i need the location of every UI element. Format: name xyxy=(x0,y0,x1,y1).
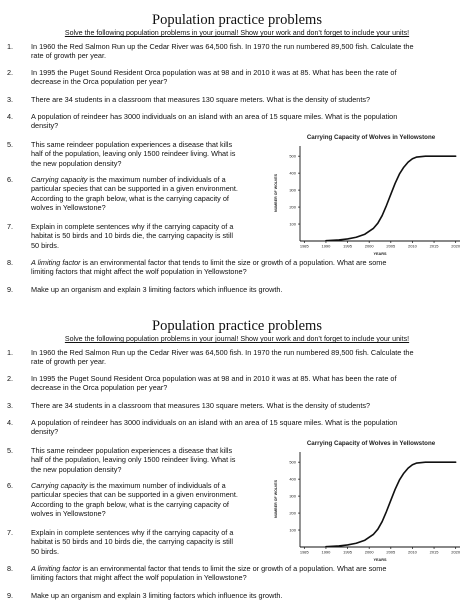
x-tick-label: 2015 xyxy=(429,243,439,249)
chart-title: Carrying Capacity of Wolves in Yellowstone xyxy=(306,134,436,141)
question-text: Explain in complete sentences why if the carrying capacity of a xyxy=(31,528,234,537)
question-text: is an environmental factor that tends to limit the size or growth of a population. What are some xyxy=(80,258,387,267)
question-6 xyxy=(7,481,238,518)
question-text: 50 birds. xyxy=(31,546,59,556)
x-tick-label: 2010 xyxy=(407,549,417,555)
question-text: rate of growth per year. xyxy=(31,357,107,367)
question-text: In 1960 the Red Salmon Run up the Cedar River was 64,500 fish. In 1970 the run numbered 89,500 fish. Calculate the xyxy=(31,348,414,357)
series-line xyxy=(326,156,456,240)
y-axis-label: NUMBER OF WOLVES xyxy=(274,173,278,213)
question-text: decrease in the Orca population per year? xyxy=(31,77,168,87)
question-text: half of the population, leaving only 1500 reindeer living. What is xyxy=(31,149,236,159)
x-tick-label: 2020 xyxy=(451,243,461,249)
page-title: Population practice problems xyxy=(152,318,322,334)
question-7 xyxy=(7,528,234,556)
series-line xyxy=(326,462,456,546)
page-title: Population practice problems xyxy=(152,12,322,28)
question-number: 7. xyxy=(7,222,14,231)
x-tick-label: 2015 xyxy=(429,549,439,555)
question-text: particular species that can be supported in a given environment. xyxy=(31,490,238,500)
question-number: 8. xyxy=(7,564,14,573)
x-tick-label: 1985 xyxy=(299,243,309,249)
term-italic: A limiting factor xyxy=(31,258,81,267)
question-number: 1. xyxy=(7,42,14,51)
question-number: 3. xyxy=(7,401,14,410)
chart-title: Carrying Capacity of Wolves in Yellowstone xyxy=(306,440,436,447)
x-tick-label: 1995 xyxy=(343,243,353,249)
instructions: Solve the following population problems in your journal! Show your work and don’t forget to include your units! xyxy=(64,335,410,343)
question-text: Make up an organism and explain 3 limiting factors which influence its growth. xyxy=(31,285,283,294)
question-text: the new population density? xyxy=(31,464,122,474)
question-8 xyxy=(7,258,387,277)
question-text: This same reindeer population experiences a disease that kills xyxy=(31,140,233,149)
question-text: half of the population, leaving only 1500 reindeer living. What is xyxy=(31,455,236,465)
question-number: 1. xyxy=(7,348,14,357)
instructions: Solve the following population problems in your journal! Show your work and don’t forget to include your units! xyxy=(64,29,410,37)
question-2 xyxy=(7,374,397,393)
question-number: 5. xyxy=(7,446,14,455)
question-1 xyxy=(7,42,414,61)
y-tick-label: 400 xyxy=(289,170,296,176)
question-7 xyxy=(7,222,234,250)
question-text: A population of reindeer has 3000 individuals on an island with an area of 15 square miles. What is the population xyxy=(31,112,398,121)
term-italic: Carrying capacity xyxy=(31,175,88,184)
y-tick-label: 100 xyxy=(289,221,296,227)
question-text: There are 34 students in a classroom that measures 130 square meters. What is the density of students? xyxy=(31,95,371,104)
question-number: 2. xyxy=(7,68,14,77)
question-number: 6. xyxy=(7,175,14,184)
term-italic: A limiting factor xyxy=(31,564,81,573)
question-5 xyxy=(7,446,236,474)
question-text: limiting factors that might affect the wolf population in Yellowstone? xyxy=(31,267,247,277)
y-tick-label: 500 xyxy=(289,153,296,159)
question-text: particular species that can be supported in a given environment. xyxy=(31,184,238,194)
question-1 xyxy=(7,348,414,367)
question-text: There are 34 students in a classroom that measures 130 square meters. What is the density of students? xyxy=(31,401,371,410)
x-tick-label: 1995 xyxy=(343,549,353,555)
x-tick-label: 2020 xyxy=(451,549,461,555)
x-axis-label: YEARS xyxy=(373,558,387,562)
question-text: In 1960 the Red Salmon Run up the Cedar River was 64,500 fish. In 1970 the run numbered 89,500 fish. Calculate the xyxy=(31,42,414,51)
x-tick-label: 2005 xyxy=(386,243,396,249)
question-number: 7. xyxy=(7,528,14,537)
question-number: 3. xyxy=(7,95,14,104)
term-italic: Carrying capacity xyxy=(31,481,88,490)
question-text: According to the graph below, what is the carrying capacity of xyxy=(31,499,229,509)
question-number: 2. xyxy=(7,374,14,383)
question-9 xyxy=(7,591,283,600)
question-3 xyxy=(7,401,371,410)
worksheet-copy-2 xyxy=(0,306,474,612)
question-4 xyxy=(7,112,398,131)
question-text: 50 birds. xyxy=(31,240,59,250)
question-text: A population of reindeer has 3000 individuals on an island with an area of 15 square miles. What is the population xyxy=(31,418,398,427)
x-tick-label: 2000 xyxy=(364,243,374,249)
x-tick-label: 1985 xyxy=(299,549,309,555)
question-text: In 1995 the Puget Sound Resident Orca population was at 98 and in 2010 it was at 85. What has been the rate of xyxy=(31,68,397,77)
x-axis-label: YEARS xyxy=(373,252,387,256)
question-number: 4. xyxy=(7,112,14,121)
wolf-chart xyxy=(268,436,468,564)
question-text: is an environmental factor that tends to limit the size or growth of a population. What are some xyxy=(80,564,387,573)
question-number: 9. xyxy=(7,591,14,600)
question-text: rate of growth per year. xyxy=(31,51,107,61)
question-number: 8. xyxy=(7,258,14,267)
question-number: 5. xyxy=(7,140,14,149)
question-number: 9. xyxy=(7,285,14,294)
question-number: 6. xyxy=(7,481,14,490)
question-text: is the maximum number of individuals of a xyxy=(87,481,226,490)
question-text: habitat is 50 birds and 10 birds die, the carrying capacity is still xyxy=(31,231,233,241)
question-text: In 1995 the Puget Sound Resident Orca population was at 98 and in 2010 it was at 85. What has been the rate of xyxy=(31,374,397,383)
question-text: According to the graph below, what is the carrying capacity of xyxy=(31,193,229,203)
question-2 xyxy=(7,68,397,87)
y-tick-label: 200 xyxy=(289,204,296,210)
question-text: wolves in Yellowstone? xyxy=(31,508,106,518)
question-text: density? xyxy=(31,121,59,131)
y-tick-label: 200 xyxy=(289,510,296,516)
y-tick-label: 400 xyxy=(289,476,296,482)
y-tick-label: 500 xyxy=(289,459,296,465)
question-text: is the maximum number of individuals of a xyxy=(87,175,226,184)
x-tick-label: 2000 xyxy=(364,549,374,555)
wolf-chart xyxy=(268,130,468,258)
question-text: habitat is 50 birds and 10 birds die, the carrying capacity is still xyxy=(31,537,233,547)
y-axis-label: NUMBER OF WOLVES xyxy=(274,479,278,519)
x-tick-label: 1990 xyxy=(321,549,331,555)
question-9 xyxy=(7,285,283,294)
x-tick-label: 1990 xyxy=(321,243,331,249)
question-5 xyxy=(7,140,236,168)
question-8 xyxy=(7,564,387,583)
question-number: 4. xyxy=(7,418,14,427)
question-4 xyxy=(7,418,398,437)
y-tick-label: 300 xyxy=(289,187,296,193)
question-6 xyxy=(7,175,238,212)
question-text: decrease in the Orca population per year? xyxy=(31,383,168,393)
y-tick-label: 300 xyxy=(289,493,296,499)
question-text: This same reindeer population experiences a disease that kills xyxy=(31,446,233,455)
question-text: density? xyxy=(31,427,59,437)
x-tick-label: 2010 xyxy=(407,243,417,249)
x-tick-label: 2005 xyxy=(386,549,396,555)
question-text: limiting factors that might affect the wolf population in Yellowstone? xyxy=(31,573,247,583)
y-tick-label: 100 xyxy=(289,527,296,533)
question-text: wolves in Yellowstone? xyxy=(31,202,106,212)
question-text: Explain in complete sentences why if the carrying capacity of a xyxy=(31,222,234,231)
question-text: Make up an organism and explain 3 limiting factors which influence its growth. xyxy=(31,591,283,600)
worksheet-copy-1 xyxy=(0,0,474,306)
question-3 xyxy=(7,95,371,104)
question-text: the new population density? xyxy=(31,158,122,168)
